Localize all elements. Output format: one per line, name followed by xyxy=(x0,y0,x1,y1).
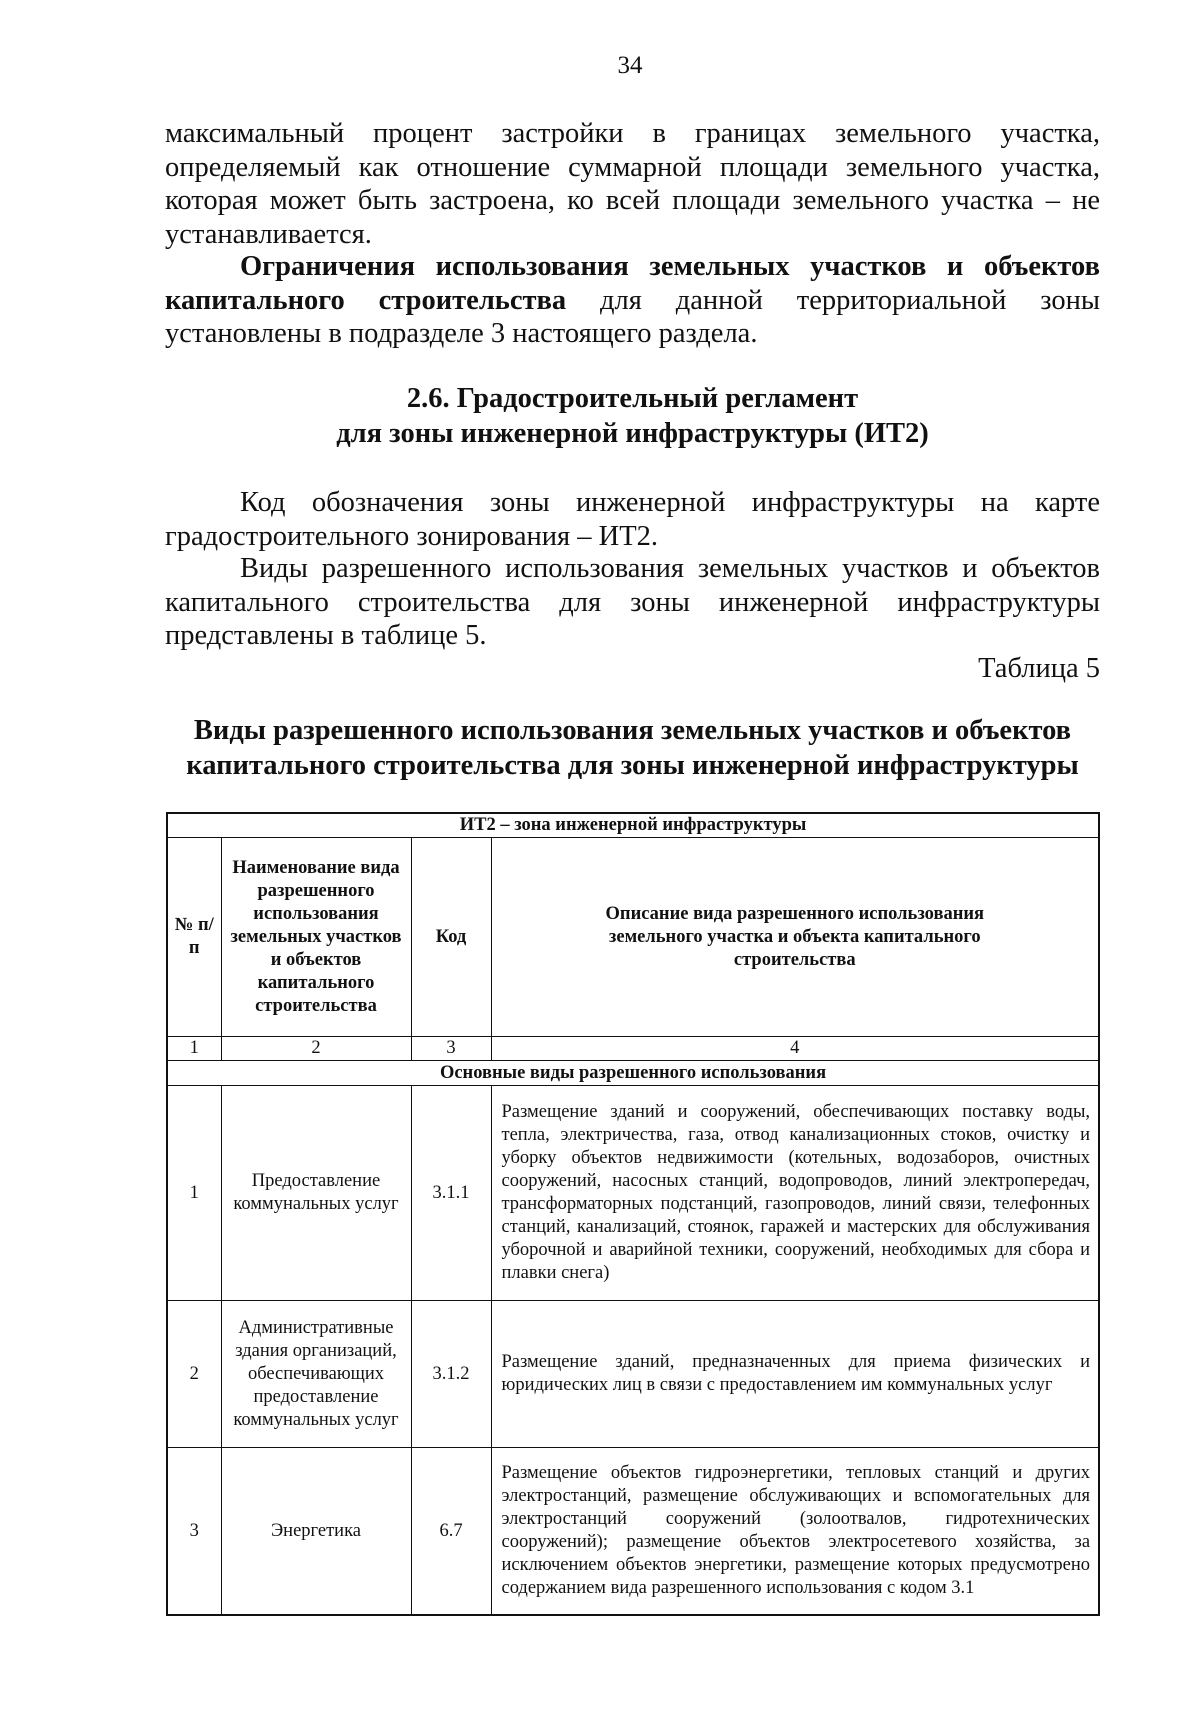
table-title-line-2: капитального строительства для зоны инженерной инфраструктуры xyxy=(186,750,1079,781)
permitted-uses-table xyxy=(166,812,1100,1616)
table-label: Таблица 5 xyxy=(978,653,1100,684)
table-row xyxy=(167,1448,1099,1616)
row-description: Размещение зданий и сооружений, обеспечивающих поставку воды, тепла, электричества, газа, отвод канализационных стоков, очистку и уборку объектов недвижимости (котельных, водозаборов, очистных сооружений, насосных станций, водопроводов, линий электропередач, трансформаторных подстанций, газопроводов, линий связи, телефонных станций, канализаций, стоянок, гаражей и мастерских для обслуживания уборочной и аварийной техники, сооружений, необходимых для сбора и плавки снега) xyxy=(491,1086,1099,1301)
row-code: 6.7 xyxy=(411,1448,491,1616)
column-number-3: 3 xyxy=(411,1037,491,1061)
table-title-line-1: Виды разрешенного использования земельных участков и объектов xyxy=(193,715,1072,746)
row-code: 3.1.2 xyxy=(411,1301,491,1448)
restrictions-normal-text: для данной территориальной зоны установлены в подразделе 3 настоящего раздела. xyxy=(165,284,1100,349)
table-zone-header-row xyxy=(167,813,1099,838)
header-description: Описание вида разрешенного использования земельного участка и объекта капитального строительства xyxy=(491,838,1099,1037)
row-num: 2 xyxy=(167,1301,221,1448)
table-group-header-row xyxy=(167,1061,1099,1086)
table-row xyxy=(167,1086,1099,1301)
header-name: Наименование вида разрешенного использования земельных участков и объектов капитального строительства xyxy=(221,838,411,1037)
paragraph-zone-code: Код обозначения зоны инженерной инфраструктуры на карте градостроительного зонирования – ИТ2. xyxy=(165,487,1100,552)
zone-header-cell: ИТ2 – зона инженерной инфраструктуры xyxy=(167,813,1099,838)
table-header-row xyxy=(167,838,1099,1037)
row-num: 3 xyxy=(167,1448,221,1616)
header-code: Код xyxy=(411,838,491,1037)
row-name: Административные здания организаций, обеспечивающих предоставление коммунальных услуг xyxy=(221,1301,411,1448)
column-number-4: 4 xyxy=(491,1037,1099,1061)
row-description: Размещение объектов гидроэнергетики, тепловых станций и других электростанций, размещение обслуживающих и вспомогательных для электростанций сооружений (золоотвалов, гидротехнических сооружений); размещение объектов электросетевого хозяйства, за исключением объектов энергетики, размещение которых предусмотрено содержанием вида разрешенного использования с кодом 3.1 xyxy=(491,1448,1099,1616)
section-heading xyxy=(165,381,1100,451)
group-header-cell: Основные виды разрешенного использования xyxy=(167,1061,1099,1086)
row-description: Размещение зданий, предназначенных для приема физических и юридических лиц в связи с предоставлением им коммунальных услуг xyxy=(491,1301,1099,1448)
column-number-2: 2 xyxy=(221,1037,411,1061)
paragraph-restrictions xyxy=(165,250,1100,351)
section-heading-line-2: для зоны инженерной инфраструктуры (ИТ2) xyxy=(336,418,929,449)
table-row xyxy=(167,1301,1099,1448)
row-num: 1 xyxy=(167,1086,221,1301)
table-title xyxy=(165,713,1100,783)
column-number-1: 1 xyxy=(167,1037,221,1061)
row-code: 3.1.1 xyxy=(411,1086,491,1301)
restrictions-bold-text: Ограничения использования земельных участков и объектов капитального строительства xyxy=(165,251,1100,316)
row-name: Предоставление коммунальных услуг xyxy=(221,1086,411,1301)
table-column-numbers-row xyxy=(167,1037,1099,1061)
section-heading-line-1: 2.6. Градостроительный регламент xyxy=(406,383,859,414)
page-number: 34 xyxy=(617,52,643,79)
paragraph-building-percentage: максимальный процент застройки в границах земельного участка, определяемый как отношение суммарной площади земельного участка, которая может быть застроена, ко всей площади земельного участка – не устанавливается. xyxy=(165,118,1100,250)
header-num: № п/п xyxy=(167,838,221,1037)
row-name: Энергетика xyxy=(221,1448,411,1616)
paragraph-permitted-uses: Виды разрешенного использования земельных участков и объектов капитального строительства для зоны инженерной инфраструктуры представлены в таблице 5. xyxy=(165,553,1100,651)
